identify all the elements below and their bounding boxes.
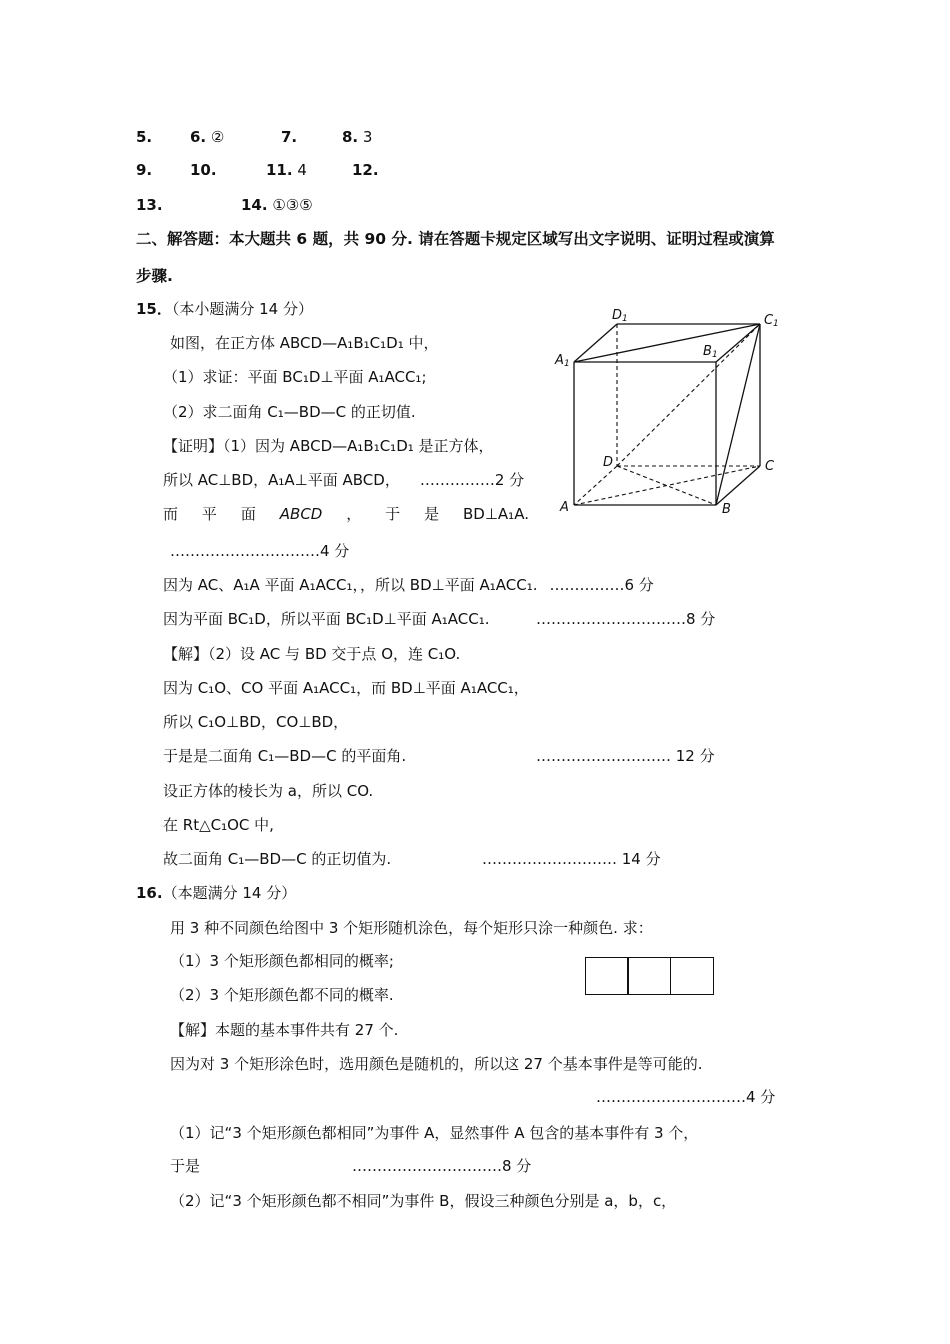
answer-10: 10. bbox=[190, 161, 217, 179]
p15-line-15: 在 Rt△C₁OC 中, bbox=[163, 816, 274, 834]
answer-7: 7. bbox=[281, 128, 298, 146]
label-D1: D bbox=[612, 308, 623, 323]
p15-line-16: 故二面角 C₁—BD—C 的正切值为. bbox=[163, 850, 392, 868]
p15-line-5 bbox=[163, 470, 524, 490]
answer-11 bbox=[266, 160, 307, 180]
cube-figure bbox=[540, 300, 790, 525]
p15-line-1: 如图，在正方体 ABCD—A₁B₁C₁D₁ 中， bbox=[170, 334, 439, 352]
rectangle-1 bbox=[585, 957, 629, 995]
p15-score-6: ……………6 分 bbox=[549, 576, 654, 594]
answer-14-label: 14. bbox=[241, 196, 268, 214]
section-heading-cont: 步骤. bbox=[136, 267, 173, 285]
p15-score-2: ……………2 分 bbox=[419, 471, 525, 489]
problem-15-header bbox=[136, 299, 313, 319]
rectangle-2 bbox=[627, 957, 671, 995]
p15-score-8: …………………………8 分 bbox=[536, 610, 716, 628]
p16-line-5: 因为对 3 个矩形涂色时，选用颜色是随机的，所以这 27 个基本事件是等可能的. bbox=[170, 1055, 703, 1073]
p15-l6-b: 平 bbox=[201, 505, 217, 523]
answer-6-label: 6. bbox=[190, 128, 207, 146]
answer-8 bbox=[342, 127, 372, 147]
p15-l6-a: 而 bbox=[163, 505, 179, 523]
answer-6 bbox=[190, 127, 224, 147]
label-B: B bbox=[722, 502, 731, 517]
p15-line-12: 所以 C₁O⊥BD，CO⊥BD， bbox=[163, 713, 349, 731]
label-C: C bbox=[765, 459, 775, 474]
p15-line-8-text: 因为 AC、A₁A 平面 A₁ACC₁，，所以 BD⊥平面 A₁ACC₁. bbox=[163, 576, 538, 594]
p15-line-13: 于是是二面角 C₁—BD—C 的平面角. bbox=[163, 747, 407, 765]
answer-14 bbox=[241, 195, 313, 215]
p16-line-2: （1）3 个矩形颜色都相同的概率; bbox=[170, 952, 394, 970]
section-heading: 二、解答题：本大题共 6 题，共 90 分. 请在答题卡规定区域写出文字说明、证明过程或演算 bbox=[136, 230, 775, 248]
p15-l6-f: 于 bbox=[385, 505, 401, 523]
p16-score-8: …………………………8 分 bbox=[352, 1157, 532, 1175]
answer-11-label: 11. bbox=[266, 161, 293, 179]
p15-score-12: ……………………… 12 分 bbox=[536, 747, 715, 765]
p16-line-4: 【解】本题的基本事件共有 27 个. bbox=[170, 1021, 399, 1039]
label-C1-sub: 1 bbox=[773, 319, 779, 329]
problem-16-number: 16. bbox=[136, 884, 163, 902]
label-A1-sub: 1 bbox=[564, 359, 570, 369]
p15-line-11: 因为 C₁O、CO 平面 A₁ACC₁，而 BD⊥平面 A₁ACC₁， bbox=[163, 679, 529, 697]
p15-l6-g: 是 bbox=[424, 505, 440, 523]
label-B1-sub: 1 bbox=[712, 350, 718, 360]
p16-line-9: （2）记“3 个矩形颜色都不相同”为事件 B，假设三种颜色分别是 a，b，c， bbox=[170, 1192, 677, 1210]
p15-l6-d: ABCD bbox=[279, 505, 323, 523]
p16-line-7: （1）记“3 个矩形颜色都相同”为事件 A，显然事件 A 包含的基本事件有 3 个， bbox=[170, 1124, 699, 1142]
p15-score-14: ……………………… 14 分 bbox=[482, 850, 661, 868]
p15-line-10: 【解】（2）设 AC 与 BD 交于点 O，连 C₁O. bbox=[163, 645, 461, 663]
p15-line-3: （2）求二面角 C₁—BD—C 的正切值. bbox=[163, 403, 416, 421]
answer-9: 9. bbox=[136, 161, 153, 179]
p15-line-8 bbox=[163, 575, 654, 595]
p15-line-14: 设正方体的棱长为 a，所以 CO. bbox=[163, 782, 374, 800]
answer-13: 13. bbox=[136, 196, 163, 214]
problem-16-header bbox=[136, 883, 296, 903]
answer-8-label: 8. bbox=[342, 128, 359, 146]
p16-line-3: （2）3 个矩形颜色都不同的概率. bbox=[170, 986, 394, 1004]
problem-15-number: 15． bbox=[136, 300, 172, 318]
answer-11-value: 4 bbox=[297, 161, 307, 179]
p16-line-1: 用 3 种不同颜色给图中 3 个矩形随机涂色，每个矩形只涂一种颜色. 求： bbox=[170, 919, 653, 937]
p15-line-2: （1）求证：平面 BC₁D⊥平面 A₁ACC₁; bbox=[163, 368, 427, 386]
p15-l6-e: ， bbox=[346, 505, 362, 523]
rectangle-3 bbox=[670, 957, 714, 995]
label-C1: C bbox=[764, 313, 774, 328]
label-A: A bbox=[560, 500, 569, 515]
p15-l6-c: 面 bbox=[240, 505, 256, 523]
p15-line-4: 【证明】（1）因为 ABCD—A₁B₁C₁D₁ 是正方体， bbox=[163, 437, 494, 455]
answer-12: 12. bbox=[352, 161, 379, 179]
three-rectangles-figure bbox=[586, 957, 714, 995]
p15-score-4: …………………………4 分 bbox=[170, 542, 350, 560]
answer-6-value: ② bbox=[210, 128, 225, 146]
p15-line-5-text: 所以 AC⊥BD，A₁A⊥平面 ABCD， bbox=[163, 471, 400, 489]
p15-l6-h: BD⊥A₁A. bbox=[463, 505, 529, 523]
p15-line-6 bbox=[163, 504, 529, 524]
problem-16-score: （本题满分 14 分） bbox=[162, 884, 297, 902]
label-A1: A bbox=[555, 353, 564, 368]
label-B1: B bbox=[703, 344, 712, 359]
label-D1-sub: 1 bbox=[622, 314, 628, 324]
p16-line-8: 于是 bbox=[170, 1157, 201, 1175]
answer-14-value: ①③⑤ bbox=[272, 196, 313, 214]
answer-5: 5. bbox=[136, 128, 153, 146]
answer-8-value: 3 bbox=[362, 128, 373, 146]
problem-15-score: （本小题满分 14 分） bbox=[171, 300, 313, 318]
p15-line-9: 因为平面 BC₁D，所以平面 BC₁D⊥平面 A₁ACC₁. bbox=[163, 610, 490, 628]
p16-score-4: …………………………4 分 bbox=[596, 1088, 776, 1106]
label-D: D bbox=[603, 455, 614, 470]
